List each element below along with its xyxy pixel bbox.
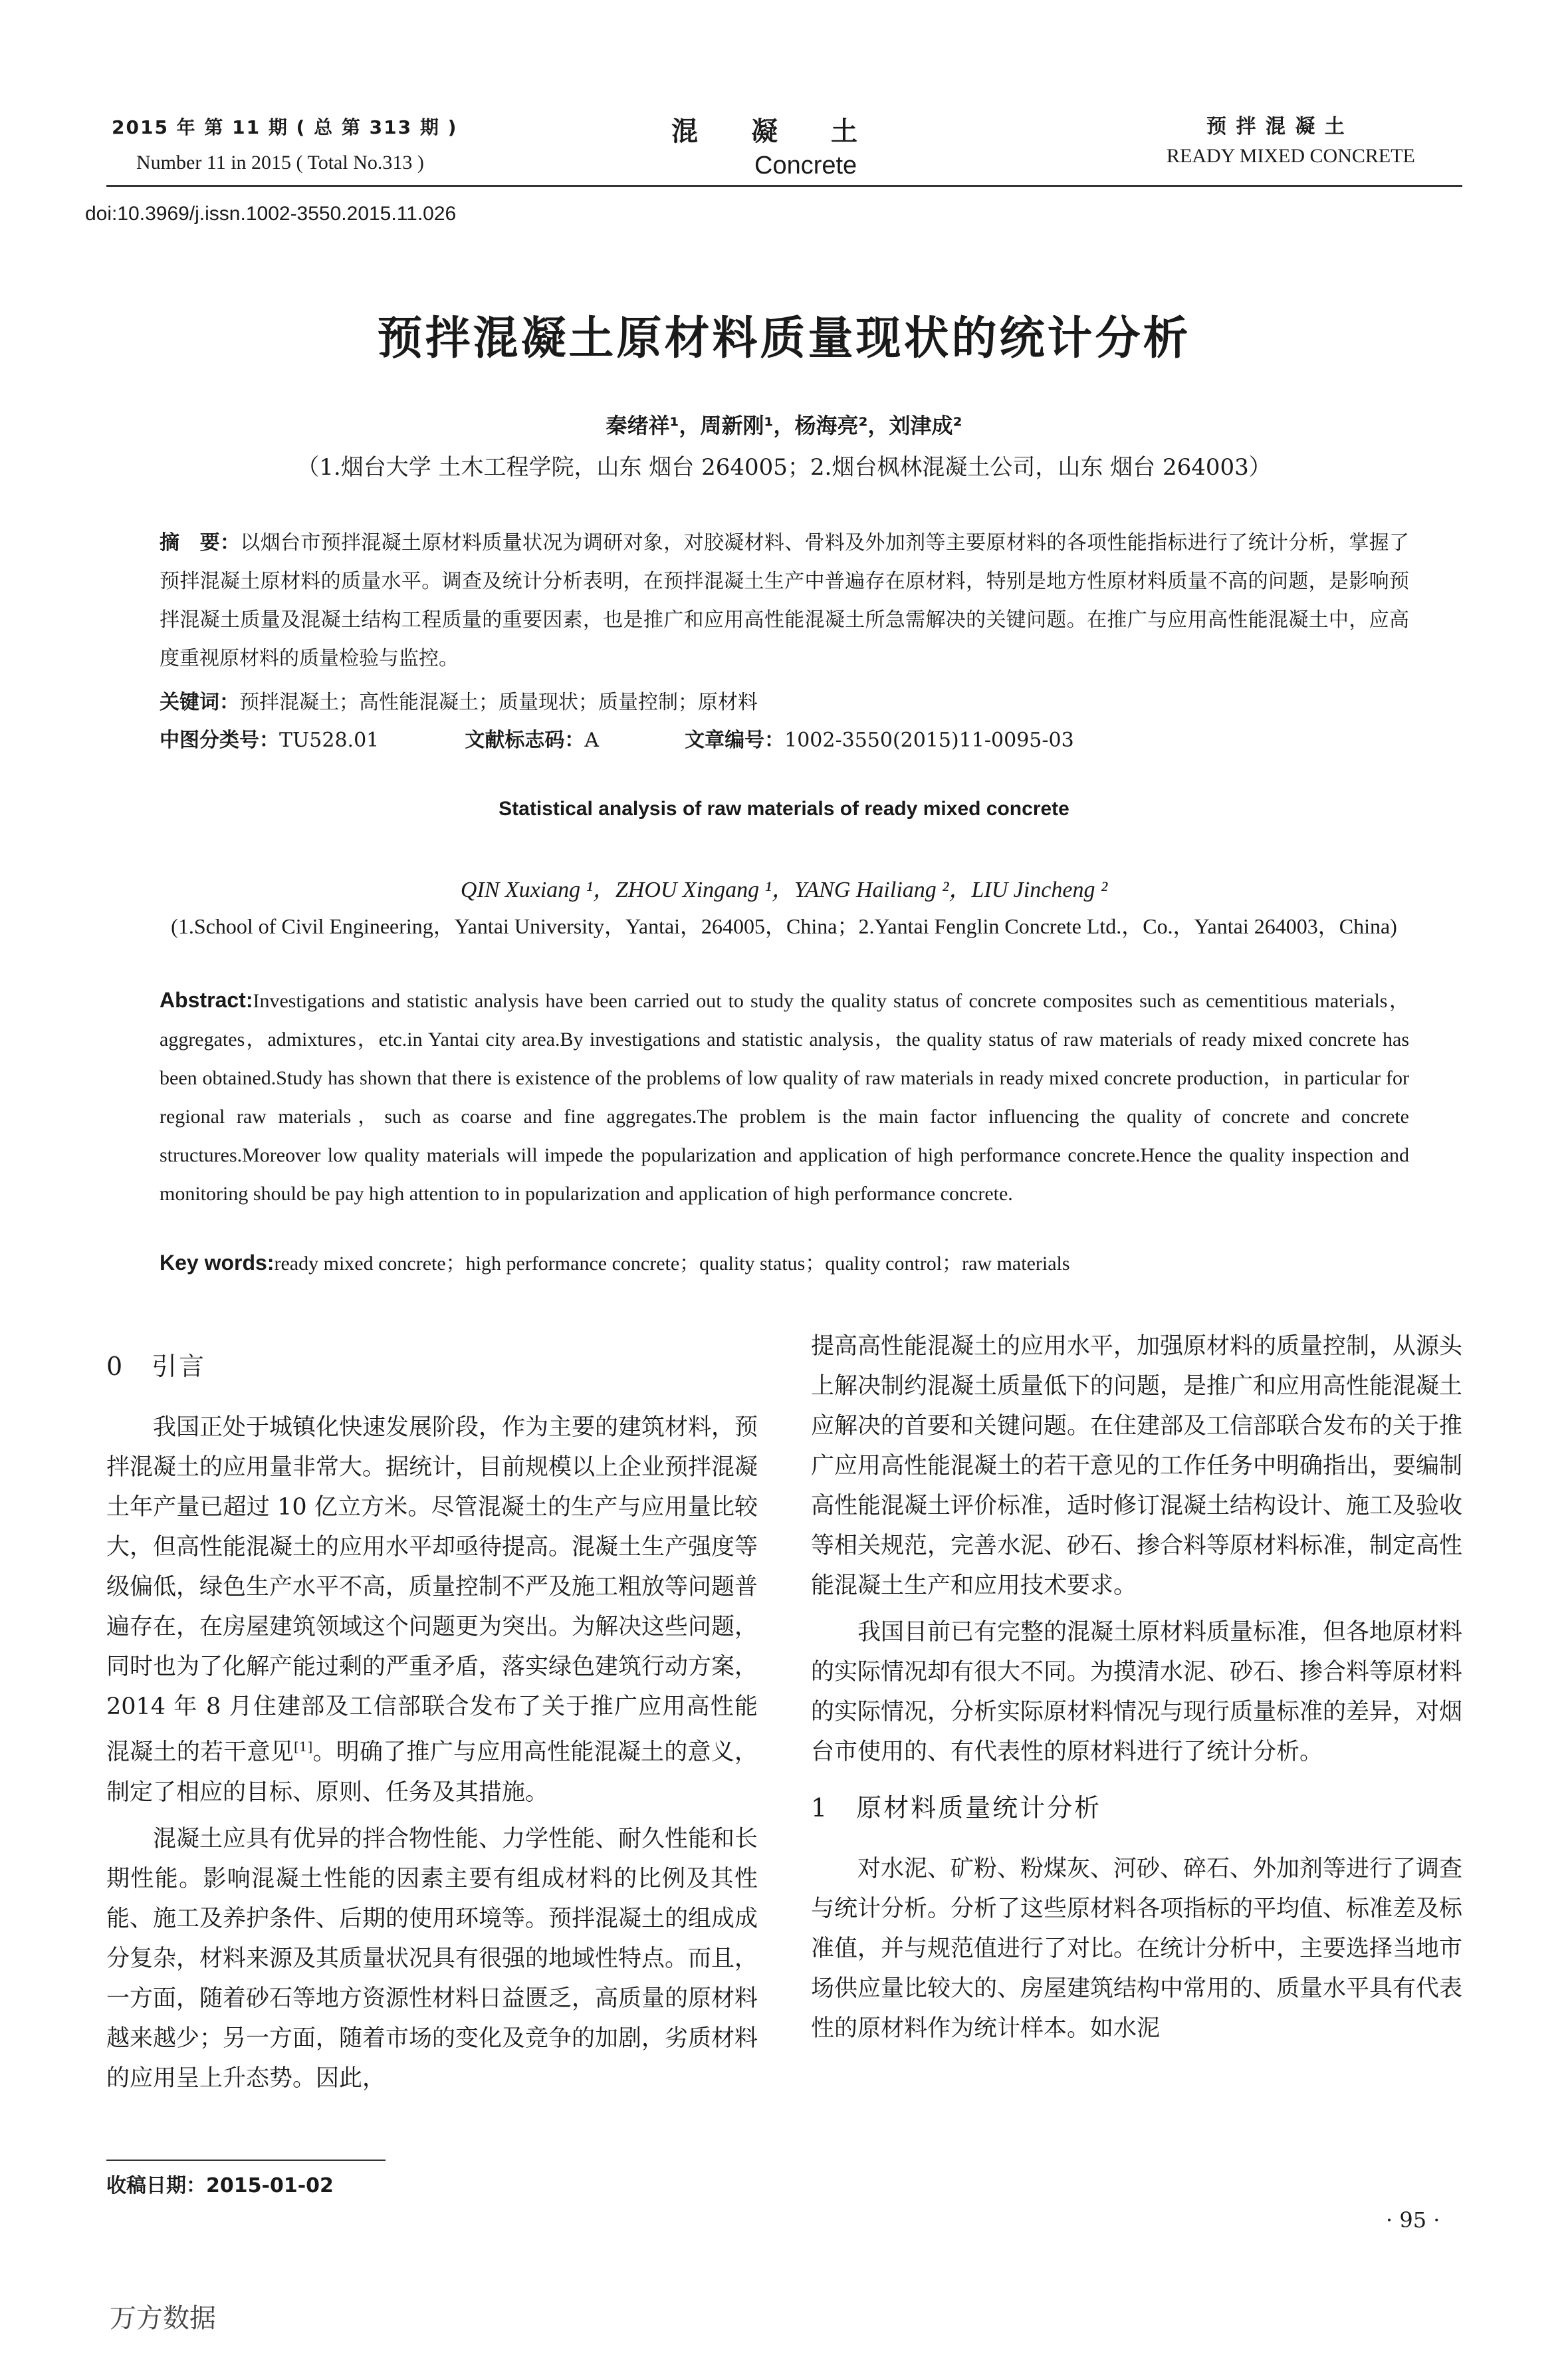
paragraph-1-text-a: 我国正处于城镇化快速发展阶段，作为主要的建筑材料，预拌混凝土的应用量非常大。据统计，目前规模以上企业预拌混凝土年产量已超过 10 亿立方米。尽管混凝土的生产与应用量比较大，但高性能混凝土的应用水平却亟待提高。混凝土生产强度等级偏低，绿色生产水平不高，质量控制不严及施工粗放等问题普遍存在，在房屋建筑领域这个问题更为突出。为解决这些问题，同时也为了化解产能过剩的严重矛盾，落实绿色建筑行动方案，2014 年 8 月住建部及工信部联合发布了关于推广应用高性能混凝土的若干意见	[106, 1414, 758, 1766]
doi: doi:10.3969/j.issn.1002-3550.2015.11.026	[85, 203, 457, 225]
authors-zh: 秦绪祥¹，周新刚¹，杨海亮²，刘津成²	[606, 413, 962, 438]
paragraph-1	[106, 1408, 758, 1812]
journal-title-en: Concrete	[754, 152, 857, 180]
received-date: 收稿日期：2015-01-02	[106, 2174, 334, 2197]
abstract-en-text: Investigations and statistic analysis have been carried out to study the quality status of concrete composites such as cementitious materials，aggregates，admixtures，etc.in Yantai city area.By investigations and statistic analysis，the quality status of raw materials of ready mixed concrete has been obtained.Study has shown that there is existence of the problems of low quality of raw materials in ready mixed concrete production，in particular for regional raw materials，such as coarse and fine aggregates.The problem is the main factor influencing the quality of concrete and concrete structures.Moreover low quality materials will impede the popularization and application of high performance concrete.Hence the quality inspection and monitoring should be pay high attention to in popularization and application of high performance concrete.	[160, 990, 1409, 1205]
paragraph-1-text-b: 。明确了推广与应用高性能混凝土的意义，制定了相应的目标、原则、任务及其措施。	[106, 1739, 758, 1806]
clc-value: TU528.01	[279, 729, 380, 752]
abstract-en	[160, 981, 1409, 1213]
paper-title-en: Statistical analysis of raw materials of ready mixed concrete	[499, 798, 1069, 820]
affiliation-en: (1.School of Civil Engineering，Yantai University，Yantai，264005，China；2.Yantai Fenglin Concrete Ltd.，Co.，Yantai 264003，China)	[171, 914, 1397, 938]
abstract-zh	[160, 524, 1409, 678]
paragraph-2: 混凝土应具有优异的拌合物性能、力学性能、耐久性能和长期性能。影响混凝土性能的因素主要有组成材料的比例及其性能、施工及养护条件、后期的使用环境等。预拌混凝土的组成成分复杂，材料来源及其质量状况具有很强的地域性特点。而且，一方面，随着砂石等地方资源性材料日益匮乏，高质量的原材料越来越少；另一方面，随着市场的变化及竞争的加剧，劣质材料的应用呈上升态势。因此，	[106, 1825, 758, 2092]
issue-en: Number 11 in 2015 ( Total No.313 )	[136, 152, 424, 174]
paragraph-3: 提高高性能混凝土的应用水平，加强原材料的质量控制，从源头上解决制约混凝土质量低下的问题，是推广和应用高性能混凝土应解决的首要和关键问题。在住建部及工信部联合发布的关于推广应用高性能混凝土的若干意见的工作任务中明确指出，要编制高性能混凝土评价标准，适时修订混凝土结构设计、施工及验收等相关规范，完善水泥、砂石、掺合料等原材料标准，制定高性能混凝土生产和应用技术要求。	[811, 1333, 1463, 1599]
footnote-rule	[106, 2160, 386, 2161]
journal-title-zh: 混 凝 土	[671, 116, 857, 147]
affiliation-zh: （1.烟台大学 土木工程学院，山东 烟台 264005；2.烟台枫林混凝土公司，山东 烟台 264003）	[296, 454, 1272, 481]
abstract-en-label: Abstract:	[160, 988, 253, 1012]
keywords-en-text: ready mixed concrete；high performance concrete；quality status；quality control；raw materials	[274, 1253, 1070, 1275]
article-no-value: 1002-3550(2015)11-0095-03	[784, 729, 1074, 752]
keywords-zh-text: 预拌混凝土；高性能混凝土；质量现状；质量控制；原材料	[239, 691, 758, 714]
keywords-en-label: Key words:	[160, 1251, 275, 1275]
doc-code-value: A	[584, 729, 600, 752]
abstract-zh-label: 摘 要：	[160, 531, 241, 555]
classification	[160, 723, 1074, 753]
authors-en: QIN Xuxiang ¹，ZHOU Xingang ¹，YANG Hailiang ²，LIU Jincheng ²	[460, 878, 1108, 902]
abstract-zh-text: 以烟台市预拌混凝土原材料质量状况为调研对象，对胶凝材料、骨料及外加剂等主要原材料的各项性能指标进行了统计分析，掌握了预拌混凝土原材料的质量水平。调查及统计分析表明，在预拌混凝土生产中普遍存在原材料，特别是地方性原材料质量不高的问题，是影响预拌混凝土质量及混凝土结构工程质量的重要因素，也是推广和应用高性能混凝土所急需解决的关键问题。在推广与应用高性能混凝土中，应高度重视原材料的质量检验与监控。	[160, 531, 1409, 670]
paragraph-4: 我国目前已有完整的混凝土原材料质量标准，但各地原材料的实际情况却有很大不同。为摸清水泥、砂石、掺合料等原材料的实际情况，分析实际原材料情况与现行质量标准的差异，对烟台市使用的、有代表性的原材料进行了统计分析。	[811, 1619, 1463, 1765]
page-number: · 95 ·	[1386, 2207, 1440, 2233]
issue-zh: 2015 年 第 11 期 ( 总 第 313 期 )	[112, 116, 458, 138]
body-left-column	[106, 1346, 758, 2105]
header-rule	[106, 185, 1462, 187]
article-no-label: 文章编号：	[685, 729, 785, 752]
keywords-en	[160, 1243, 1409, 1283]
citation-1[interactable]: [1]	[293, 1739, 313, 1755]
section-1-heading: 1 原材料质量统计分析	[811, 1793, 1102, 1822]
keywords-zh	[160, 683, 1409, 722]
column-en: READY MIXED CONCRETE	[1167, 145, 1415, 167]
doc-code-label: 文献标志码：	[465, 729, 585, 752]
section-0-heading: 0 引言	[106, 1352, 207, 1381]
body-right-column	[811, 1326, 1462, 2055]
paragraph-5: 对水泥、矿粉、粉煤灰、河砂、碎石、外加剂等进行了调查与统计分析。分析了这些原材料各项指标的平均值、标准差及标准值，并与规范值进行了对比。在统计分析中，主要选择当地市场供应量比较大的、房屋建筑结构中常用的、质量水平具有代表性的原材料作为统计样本。如水泥	[811, 1856, 1463, 2042]
clc-label: 中图分类号：	[160, 729, 279, 752]
watermark: 万方数据	[110, 2303, 216, 2334]
paper-title-zh: 预拌混凝土原材料质量现状的统计分析	[377, 312, 1191, 365]
keywords-zh-label: 关键词：	[160, 691, 239, 714]
column-zh: 预 拌 混 凝 土	[1206, 115, 1346, 138]
